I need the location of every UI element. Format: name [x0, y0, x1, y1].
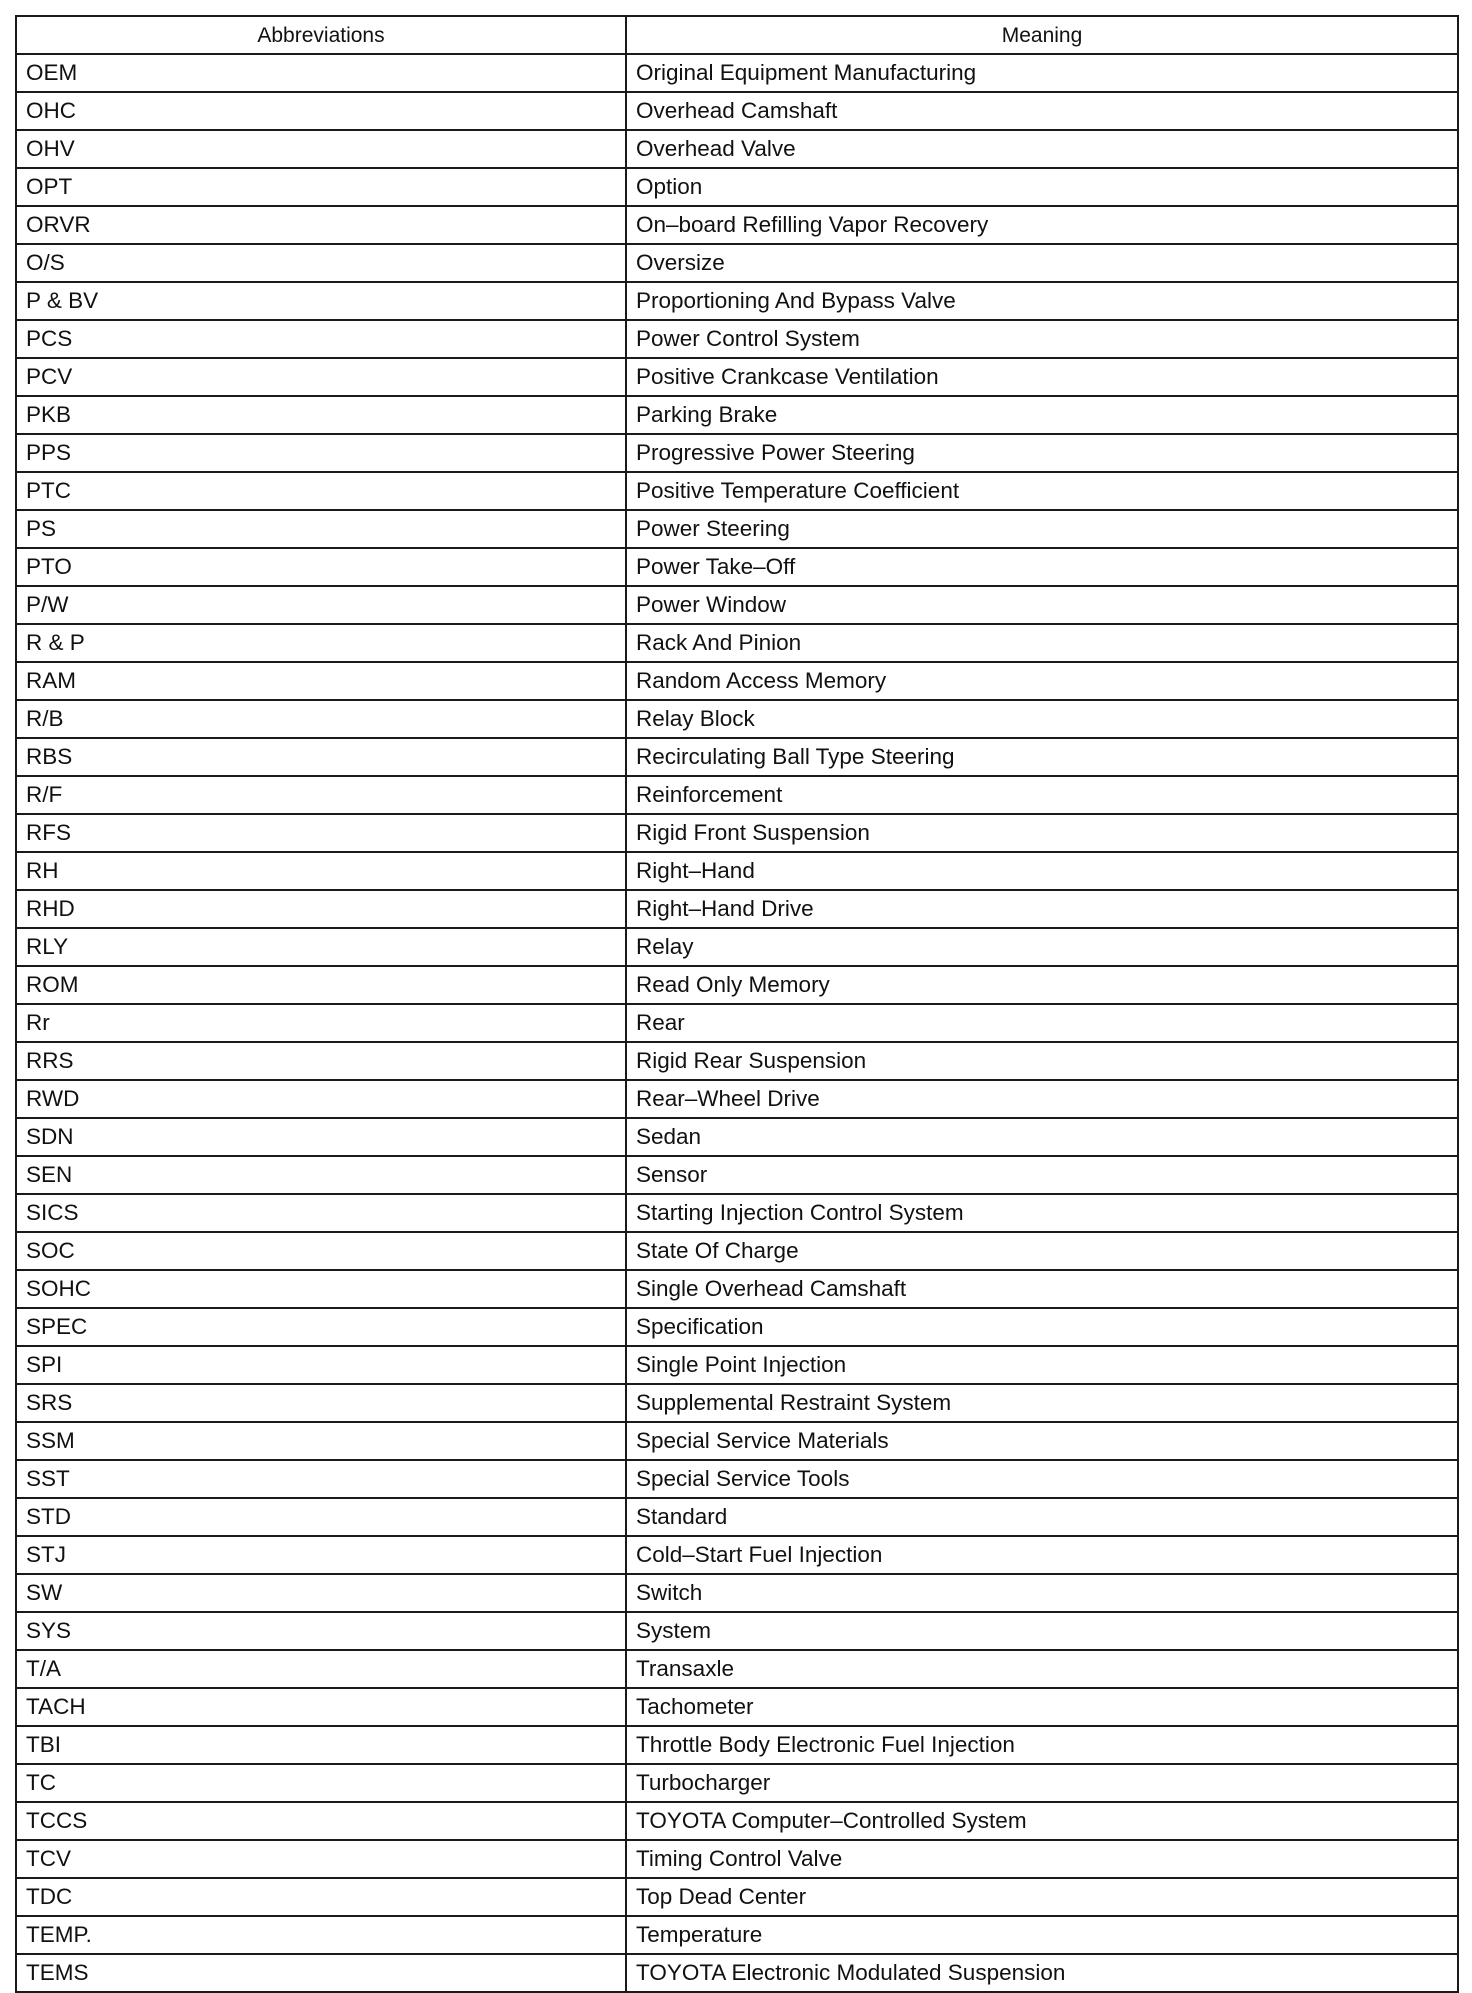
abbreviation-cell: T/A: [16, 1650, 626, 1688]
meaning-cell: Parking Brake: [626, 396, 1458, 434]
table-row: [16, 1650, 1458, 1688]
meaning-cell: State Of Charge: [626, 1232, 1458, 1270]
header-abbreviations: Abbreviations: [16, 16, 626, 54]
table-row: [16, 168, 1458, 206]
table-row: [16, 1726, 1458, 1764]
abbreviation-cell: TEMP.: [16, 1916, 626, 1954]
table-row: [16, 1612, 1458, 1650]
meaning-cell: Sensor: [626, 1156, 1458, 1194]
table-row: [16, 1460, 1458, 1498]
meaning-cell: Read Only Memory: [626, 966, 1458, 1004]
abbreviation-cell: TACH: [16, 1688, 626, 1726]
table-row: [16, 1840, 1458, 1878]
table-row: [16, 586, 1458, 624]
abbreviation-cell: RHD: [16, 890, 626, 928]
table-row: [16, 852, 1458, 890]
meaning-cell: Turbocharger: [626, 1764, 1458, 1802]
meaning-cell: Tachometer: [626, 1688, 1458, 1726]
abbreviation-cell: TBI: [16, 1726, 626, 1764]
abbreviation-cell: R/B: [16, 700, 626, 738]
abbreviation-cell: OHV: [16, 130, 626, 168]
meaning-cell: Power Steering: [626, 510, 1458, 548]
meaning-cell: Progressive Power Steering: [626, 434, 1458, 472]
abbreviation-cell: R & P: [16, 624, 626, 662]
meaning-cell: Right–Hand: [626, 852, 1458, 890]
meaning-cell: Positive Crankcase Ventilation: [626, 358, 1458, 396]
meaning-cell: Special Service Materials: [626, 1422, 1458, 1460]
table-row: [16, 1954, 1458, 1992]
meaning-cell: Standard: [626, 1498, 1458, 1536]
meaning-cell: Positive Temperature Coefficient: [626, 472, 1458, 510]
table-row: [16, 434, 1458, 472]
abbreviation-cell: RWD: [16, 1080, 626, 1118]
abbreviation-cell: RRS: [16, 1042, 626, 1080]
meaning-cell: Timing Control Valve: [626, 1840, 1458, 1878]
meaning-cell: Proportioning And Bypass Valve: [626, 282, 1458, 320]
abbreviation-cell: PTC: [16, 472, 626, 510]
abbreviation-cell: RAM: [16, 662, 626, 700]
meaning-cell: Specification: [626, 1308, 1458, 1346]
abbreviation-cell: TCV: [16, 1840, 626, 1878]
meaning-cell: Single Overhead Camshaft: [626, 1270, 1458, 1308]
abbreviation-cell: R/F: [16, 776, 626, 814]
meaning-cell: Relay Block: [626, 700, 1458, 738]
table-row: [16, 282, 1458, 320]
table-row: [16, 510, 1458, 548]
meaning-cell: Special Service Tools: [626, 1460, 1458, 1498]
meaning-cell: Single Point Injection: [626, 1346, 1458, 1384]
abbreviation-cell: TCCS: [16, 1802, 626, 1840]
table-row: [16, 1536, 1458, 1574]
table-row: [16, 1270, 1458, 1308]
abbreviation-cell: TEMS: [16, 1954, 626, 1992]
table-row: [16, 1688, 1458, 1726]
meaning-cell: TOYOTA Electronic Modulated Suspension: [626, 1954, 1458, 1992]
table-row: [16, 624, 1458, 662]
table-row: [16, 92, 1458, 130]
meaning-cell: Rigid Rear Suspension: [626, 1042, 1458, 1080]
meaning-cell: TOYOTA Computer–Controlled System: [626, 1802, 1458, 1840]
meaning-cell: Power Window: [626, 586, 1458, 624]
table-row: [16, 472, 1458, 510]
table-row: [16, 1764, 1458, 1802]
table-row: [16, 396, 1458, 434]
meaning-cell: Switch: [626, 1574, 1458, 1612]
abbreviation-cell: SPI: [16, 1346, 626, 1384]
meaning-cell: Recirculating Ball Type Steering: [626, 738, 1458, 776]
abbreviation-cell: SSM: [16, 1422, 626, 1460]
meaning-cell: Temperature: [626, 1916, 1458, 1954]
meaning-cell: Reinforcement: [626, 776, 1458, 814]
abbreviations-table: [15, 15, 1459, 1993]
meaning-cell: Overhead Camshaft: [626, 92, 1458, 130]
meaning-cell: Sedan: [626, 1118, 1458, 1156]
table-row: [16, 700, 1458, 738]
table-header-row: [16, 16, 1458, 54]
table-row: [16, 662, 1458, 700]
table-row: [16, 1080, 1458, 1118]
table-row: [16, 1042, 1458, 1080]
abbreviation-cell: RLY: [16, 928, 626, 966]
meaning-cell: Cold–Start Fuel Injection: [626, 1536, 1458, 1574]
table-row: [16, 738, 1458, 776]
meaning-cell: Supplemental Restraint System: [626, 1384, 1458, 1422]
meaning-cell: Rack And Pinion: [626, 624, 1458, 662]
table-row: [16, 1802, 1458, 1840]
abbreviation-cell: OEM: [16, 54, 626, 92]
table-row: [16, 1194, 1458, 1232]
meaning-cell: Rigid Front Suspension: [626, 814, 1458, 852]
table-row: [16, 1384, 1458, 1422]
table-row: [16, 966, 1458, 1004]
abbreviation-cell: SW: [16, 1574, 626, 1612]
abbreviation-cell: RBS: [16, 738, 626, 776]
meaning-cell: System: [626, 1612, 1458, 1650]
abbreviation-cell: SEN: [16, 1156, 626, 1194]
table-row: [16, 1156, 1458, 1194]
table-row: [16, 1574, 1458, 1612]
abbreviation-cell: O/S: [16, 244, 626, 282]
meaning-cell: Overhead Valve: [626, 130, 1458, 168]
table-row: [16, 548, 1458, 586]
abbreviation-cell: SOHC: [16, 1270, 626, 1308]
abbreviation-cell: PCS: [16, 320, 626, 358]
abbreviation-cell: Rr: [16, 1004, 626, 1042]
table-row: [16, 1118, 1458, 1156]
table-row: [16, 244, 1458, 282]
table-row: [16, 1308, 1458, 1346]
abbreviation-cell: PS: [16, 510, 626, 548]
header-meaning: Meaning: [626, 16, 1458, 54]
abbreviation-cell: P/W: [16, 586, 626, 624]
meaning-cell: Random Access Memory: [626, 662, 1458, 700]
abbreviation-cell: TC: [16, 1764, 626, 1802]
meaning-cell: Starting Injection Control System: [626, 1194, 1458, 1232]
abbreviation-cell: ROM: [16, 966, 626, 1004]
meaning-cell: Rear–Wheel Drive: [626, 1080, 1458, 1118]
abbreviation-cell: PCV: [16, 358, 626, 396]
meaning-cell: Relay: [626, 928, 1458, 966]
abbreviation-cell: STJ: [16, 1536, 626, 1574]
meaning-cell: Original Equipment Manufacturing: [626, 54, 1458, 92]
abbreviation-cell: TDC: [16, 1878, 626, 1916]
abbreviation-cell: SDN: [16, 1118, 626, 1156]
abbreviation-cell: PKB: [16, 396, 626, 434]
meaning-cell: Power Take–Off: [626, 548, 1458, 586]
table-row: [16, 1346, 1458, 1384]
meaning-cell: Option: [626, 168, 1458, 206]
table-row: [16, 1232, 1458, 1270]
meaning-cell: Throttle Body Electronic Fuel Injection: [626, 1726, 1458, 1764]
table-row: [16, 814, 1458, 852]
meaning-cell: Rear: [626, 1004, 1458, 1042]
abbreviation-cell: SST: [16, 1460, 626, 1498]
abbreviation-cell: SOC: [16, 1232, 626, 1270]
table-row: [16, 1422, 1458, 1460]
table-row: [16, 1878, 1458, 1916]
meaning-cell: Top Dead Center: [626, 1878, 1458, 1916]
abbreviation-cell: SPEC: [16, 1308, 626, 1346]
meaning-cell: Power Control System: [626, 320, 1458, 358]
table-row: [16, 130, 1458, 168]
table-row: [16, 54, 1458, 92]
table-row: [16, 1916, 1458, 1954]
table-row: [16, 320, 1458, 358]
abbreviation-cell: PPS: [16, 434, 626, 472]
table-row: [16, 776, 1458, 814]
table-row: [16, 1004, 1458, 1042]
abbreviation-cell: OHC: [16, 92, 626, 130]
meaning-cell: On–board Refilling Vapor Recovery: [626, 206, 1458, 244]
abbreviation-cell: ORVR: [16, 206, 626, 244]
table-row: [16, 1498, 1458, 1536]
abbreviation-cell: SRS: [16, 1384, 626, 1422]
table-row: [16, 890, 1458, 928]
abbreviation-cell: P & BV: [16, 282, 626, 320]
table-body: [16, 54, 1458, 1992]
meaning-cell: Transaxle: [626, 1650, 1458, 1688]
abbreviation-cell: SYS: [16, 1612, 626, 1650]
abbreviation-cell: STD: [16, 1498, 626, 1536]
abbreviation-cell: RFS: [16, 814, 626, 852]
table-row: [16, 358, 1458, 396]
abbreviation-cell: OPT: [16, 168, 626, 206]
table-row: [16, 206, 1458, 244]
abbreviation-cell: SICS: [16, 1194, 626, 1232]
abbreviation-cell: RH: [16, 852, 626, 890]
meaning-cell: Right–Hand Drive: [626, 890, 1458, 928]
table-row: [16, 928, 1458, 966]
meaning-cell: Oversize: [626, 244, 1458, 282]
abbreviation-cell: PTO: [16, 548, 626, 586]
